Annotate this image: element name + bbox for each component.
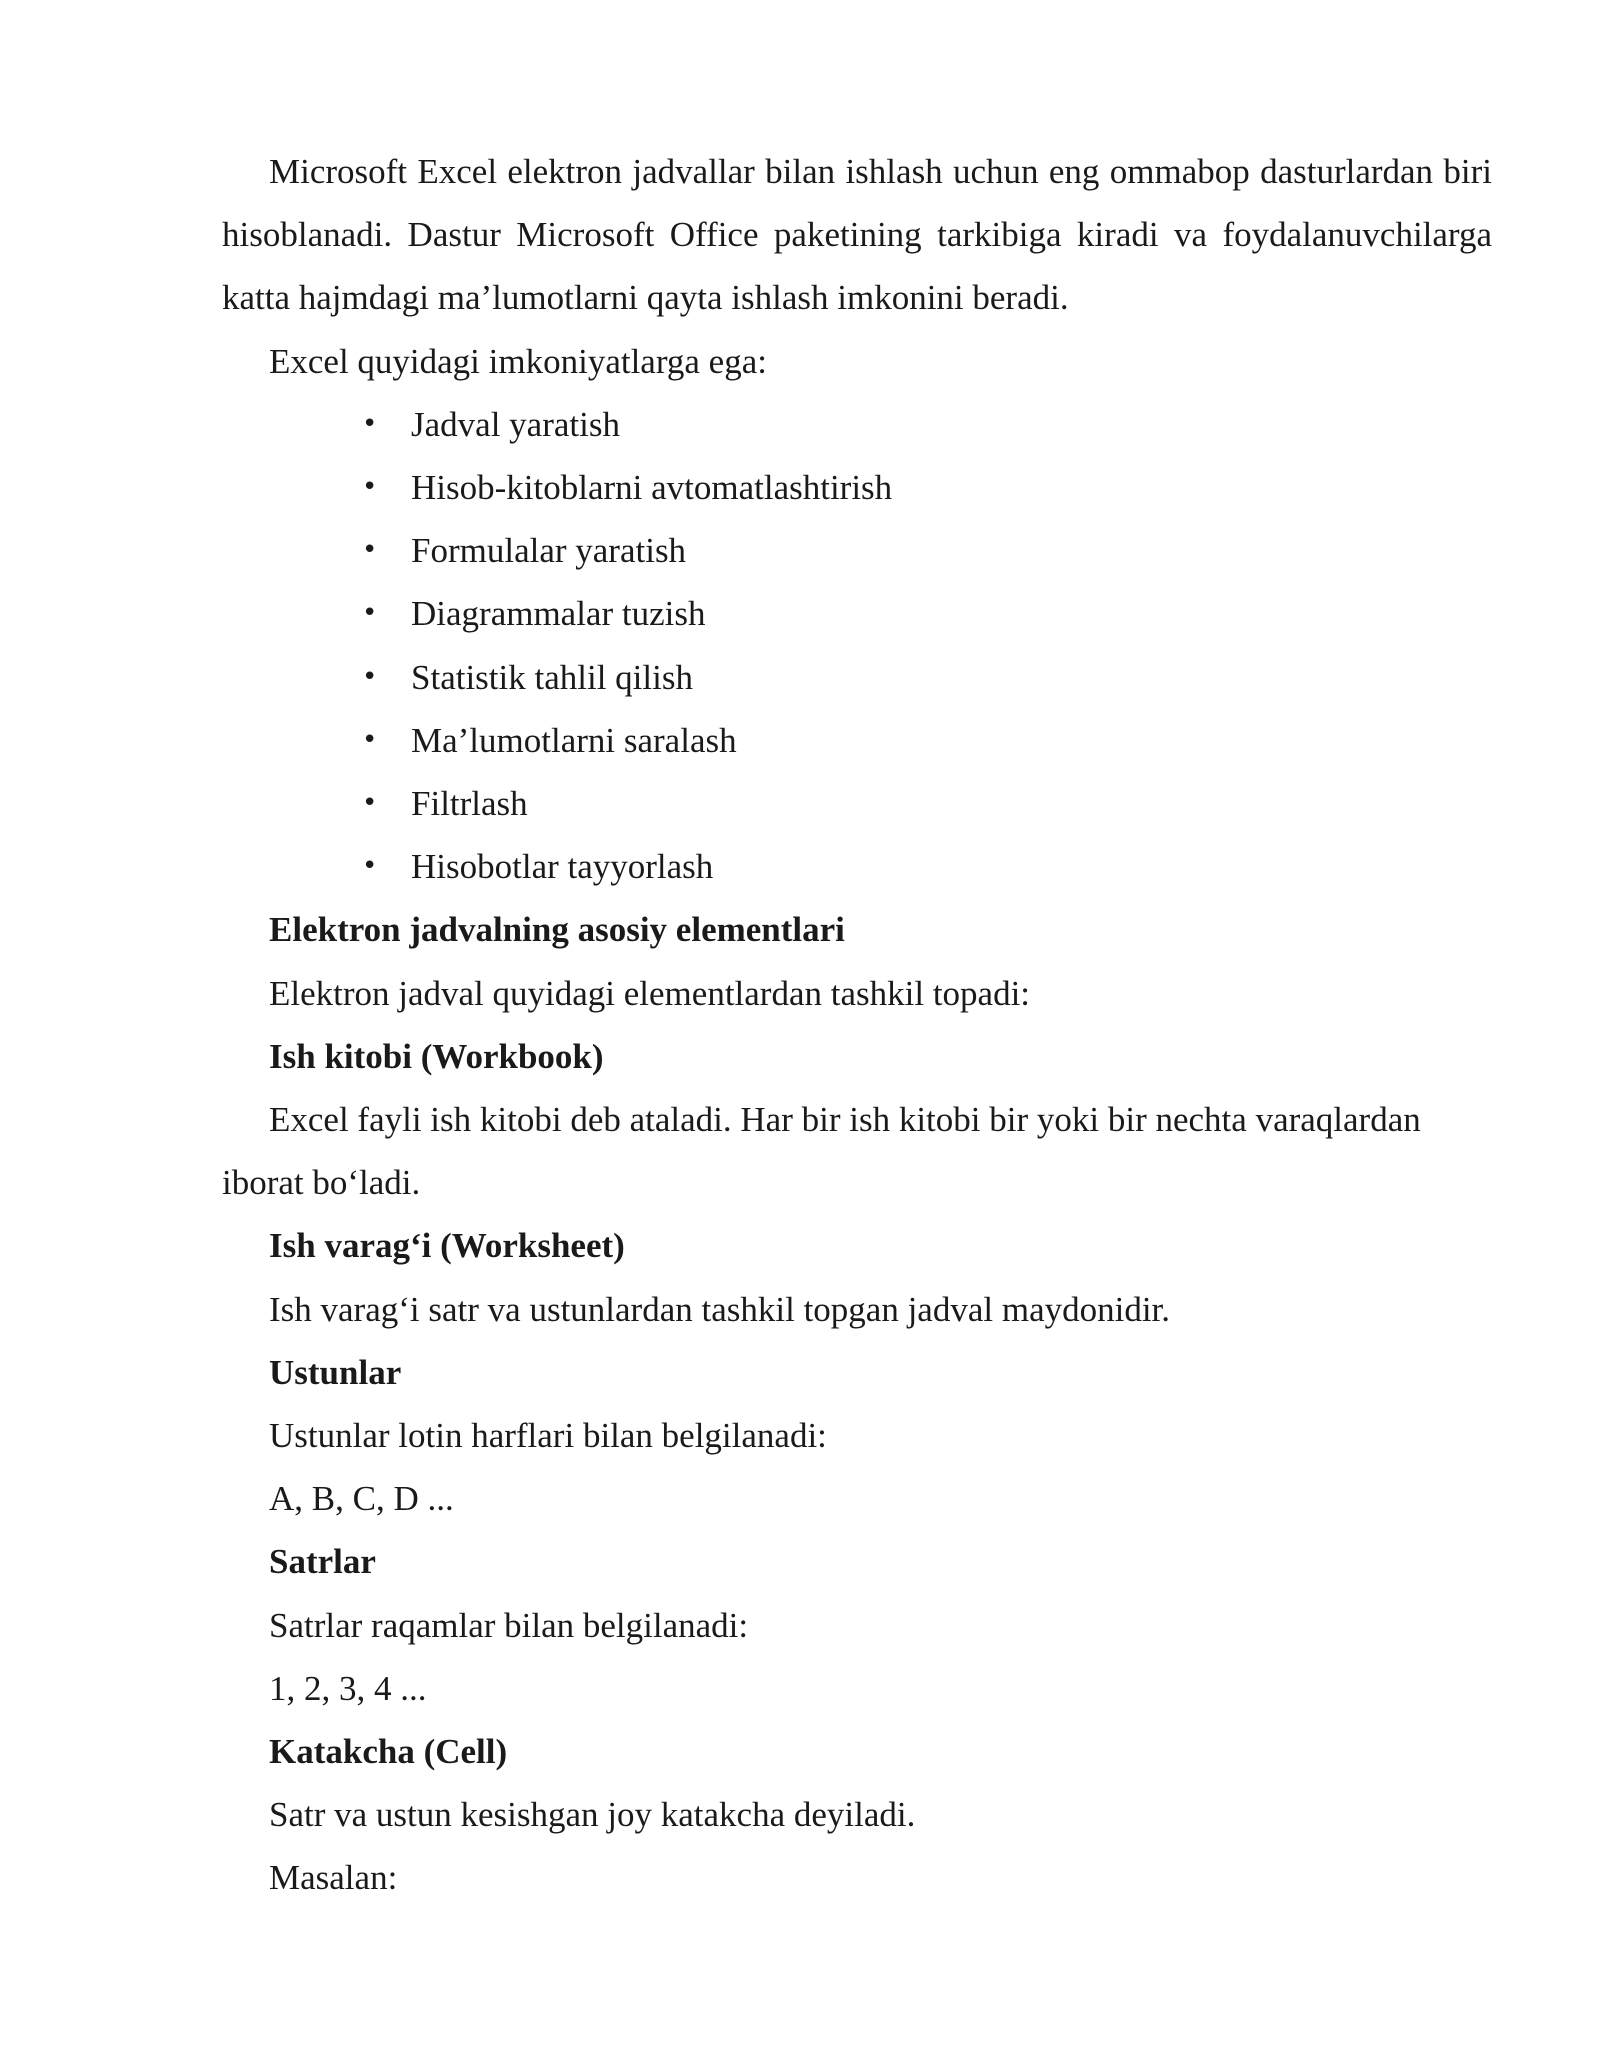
- features-list: [222, 393, 1492, 899]
- cell-heading: Katakcha (Cell): [269, 1732, 508, 1772]
- feature-label: Formulalar yaratish: [411, 531, 687, 571]
- feature-label: Jadval yaratish: [411, 404, 620, 444]
- list-item: [222, 519, 1492, 582]
- list-item: [222, 456, 1492, 519]
- list-item: [222, 582, 1492, 645]
- list-item: [222, 772, 1492, 835]
- worksheet-text: Ish varag‘i satr va ustunlardan tashkil topgan jadval maydonidir.: [269, 1289, 1171, 1329]
- feature-label: Hisobotlar tayyorlash: [411, 847, 714, 887]
- bullet-icon: •: [362, 472, 378, 503]
- features-intro: Excel quyidagi imkoniyatlarga ega:: [269, 341, 767, 381]
- rows-example: 1, 2, 3, 4 ...: [269, 1668, 427, 1708]
- bullet-icon: •: [362, 788, 378, 819]
- bullet-icon: •: [362, 598, 378, 629]
- feature-label: Statistik tahlil qilish: [411, 657, 693, 697]
- feature-label: Filtrlash: [411, 784, 528, 824]
- list-item: [222, 393, 1492, 456]
- document-page: [222, 140, 1492, 1910]
- list-item: [222, 709, 1492, 772]
- workbook-heading: Ish kitobi (Workbook): [269, 1036, 604, 1076]
- list-item: [222, 835, 1492, 898]
- bullet-icon: •: [362, 724, 378, 755]
- bullet-icon: •: [362, 408, 378, 439]
- section-intro: Elektron jadval quyidagi elementlardan tashkil topadi:: [269, 973, 1031, 1013]
- columns-example: A, B, C, D ...: [269, 1479, 454, 1519]
- rows-heading: Satrlar: [269, 1542, 376, 1582]
- feature-label: Hisob-kitoblarni avtomatlashtirish: [411, 468, 893, 508]
- feature-label: Diagrammalar tuzish: [411, 594, 706, 634]
- cell-text: Satr va ustun kesishgan joy katakcha deyiladi.: [269, 1795, 916, 1835]
- intro-paragraph: Microsoft Excel elektron jadvallar bilan ishlash uchun eng ommabop dasturlardan biri hisoblanadi. Dastur Microsoft Office paketining tarkibiga kiradi va foydalanuvchilarga katta hajmdagi ma’lumotlarni qayta ishlash imkonini beradi.: [222, 152, 1492, 318]
- bullet-icon: •: [362, 535, 378, 566]
- bullet-icon: •: [362, 851, 378, 882]
- feature-label: Ma’lumotlarni saralash: [411, 720, 737, 760]
- list-item: [222, 646, 1492, 709]
- columns-heading: Ustunlar: [269, 1352, 402, 1392]
- section-heading: Elektron jadvalning asosiy elementlari: [269, 910, 845, 950]
- bullet-icon: •: [362, 661, 378, 692]
- workbook-text: Excel fayli ish kitobi deb ataladi. Har bir ish kitobi bir yoki bir nechta varaqlardan iborat bo‘ladi.: [222, 1100, 1421, 1203]
- cell-example-label: Masalan:: [269, 1858, 398, 1898]
- rows-text: Satrlar raqamlar bilan belgilanadi:: [269, 1605, 749, 1645]
- columns-text: Ustunlar lotin harflari bilan belgilanadi:: [269, 1416, 827, 1456]
- worksheet-heading: Ish varag‘i (Worksheet): [269, 1226, 625, 1266]
